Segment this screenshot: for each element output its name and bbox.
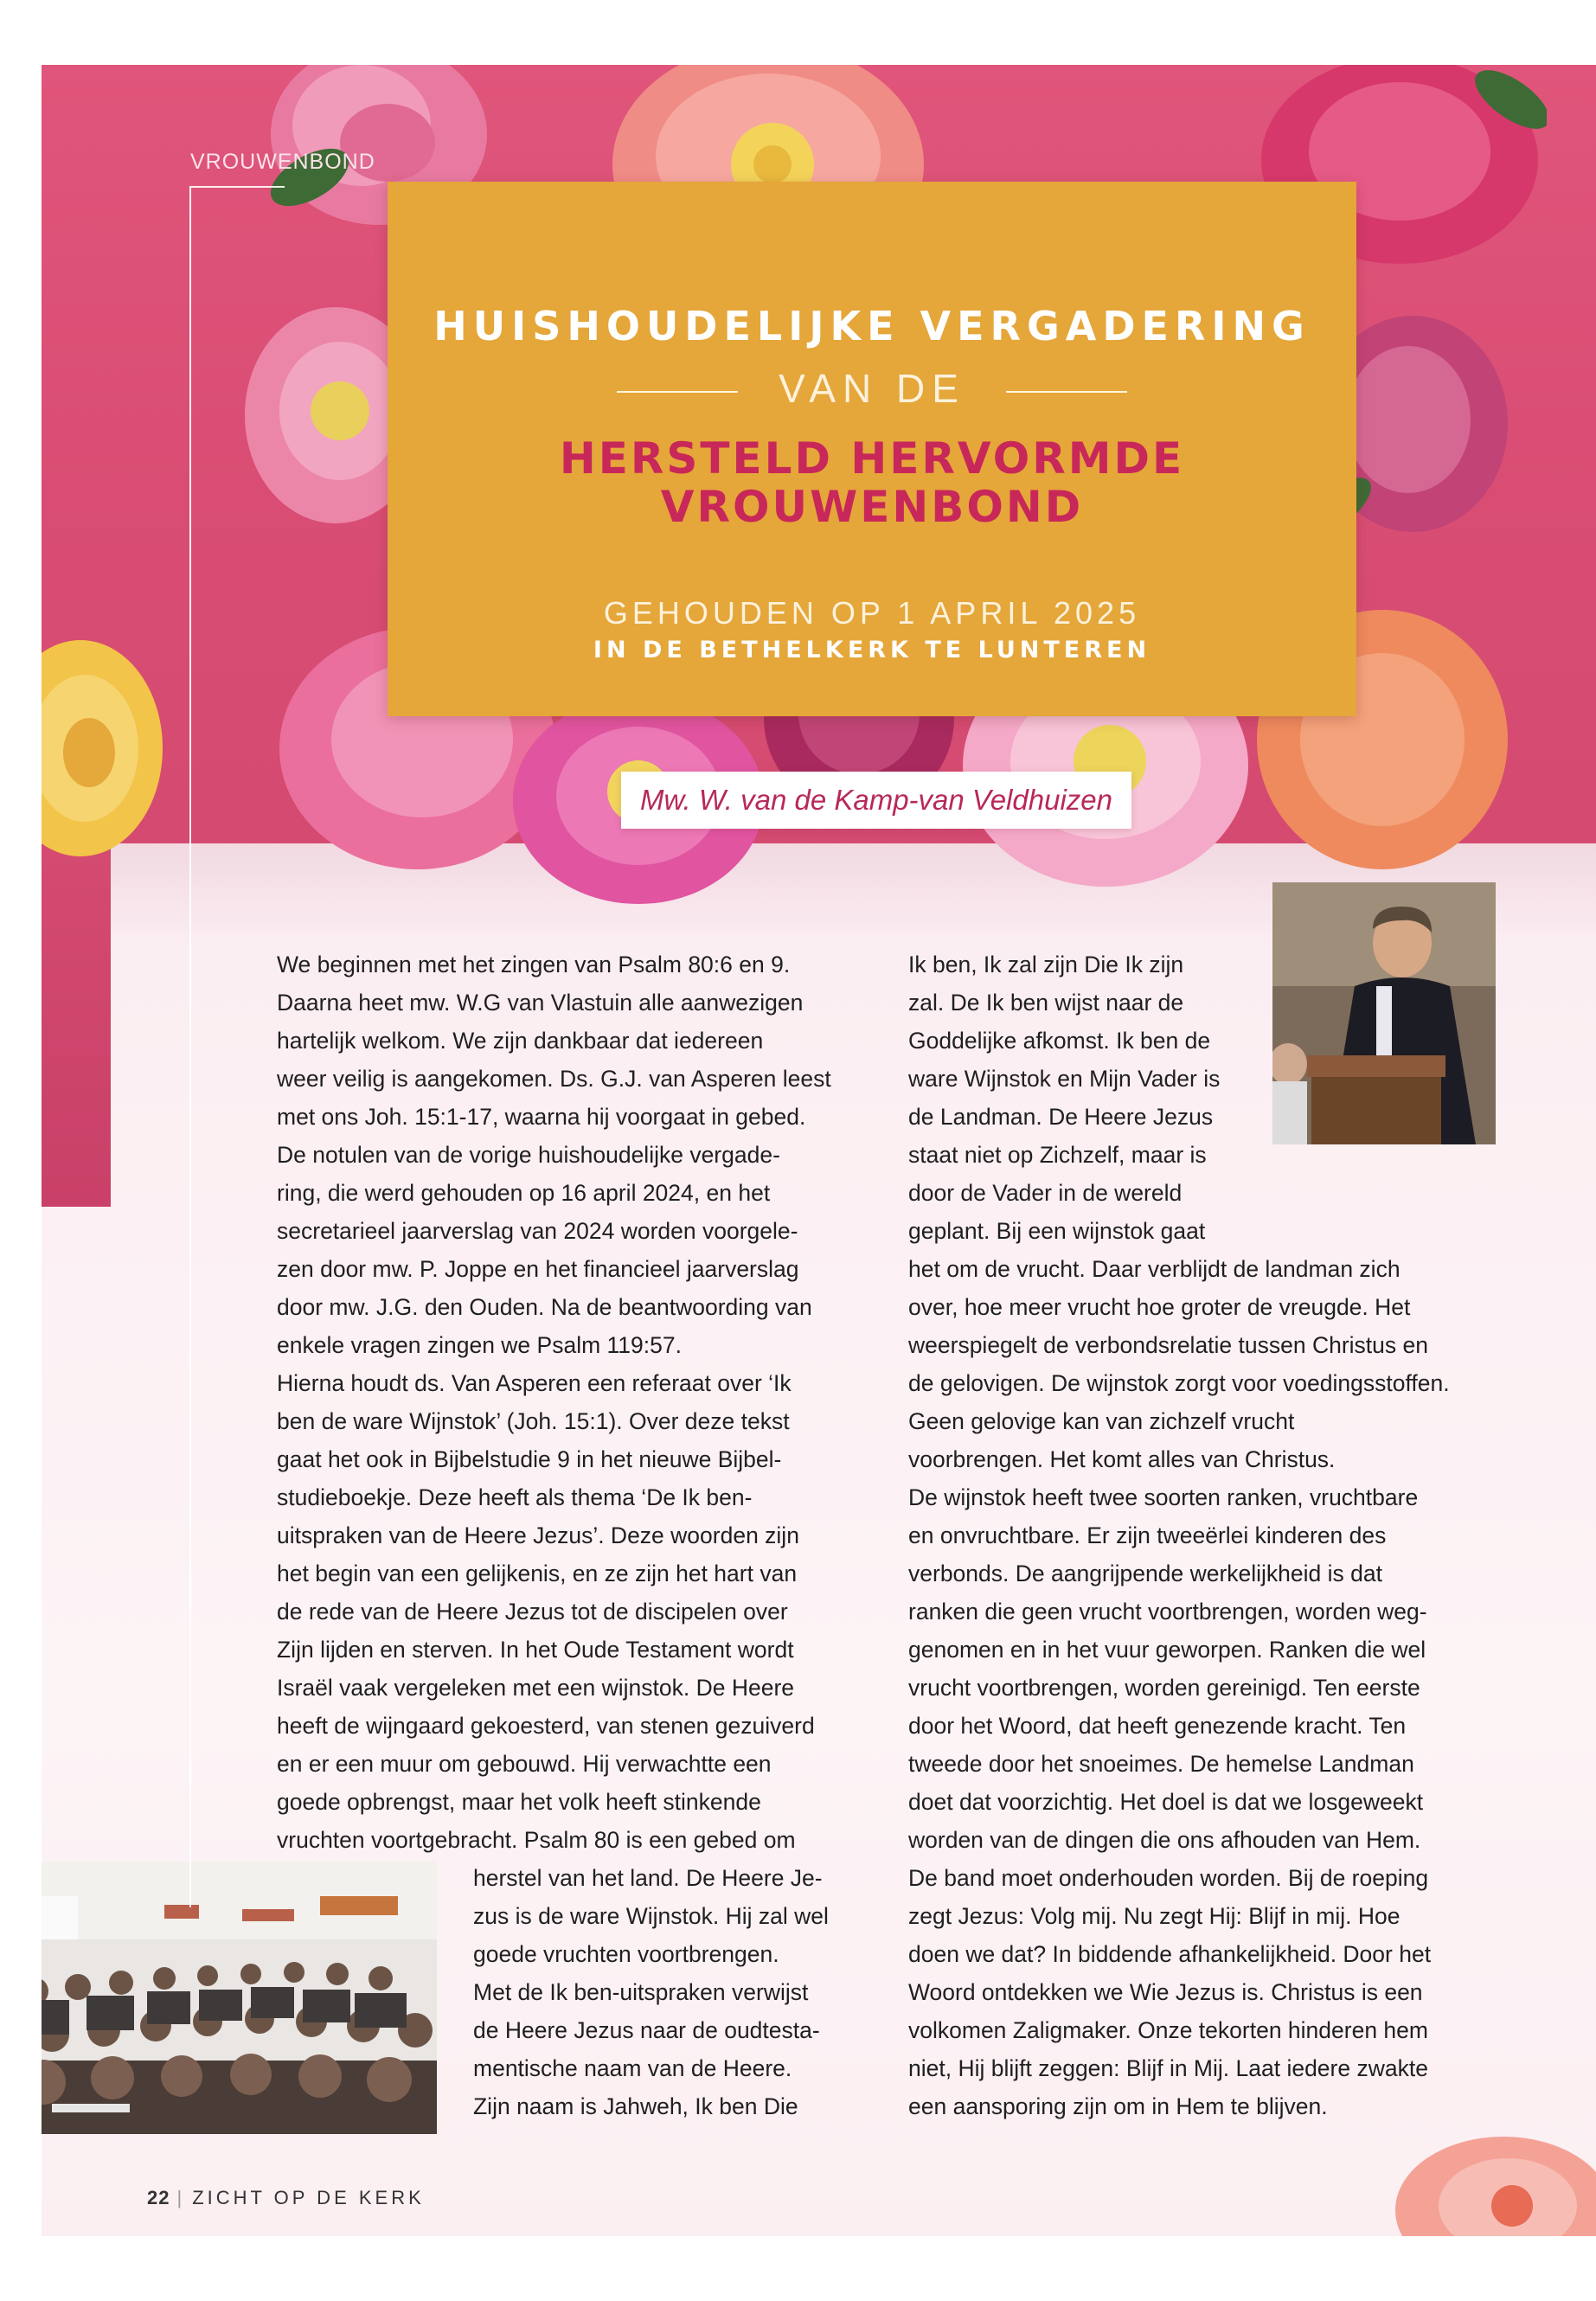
audience-photo xyxy=(42,1862,437,2134)
text-line: heeft de wijngaard gekoesterd, van stenen gezuiverd xyxy=(277,1713,815,1739)
text-line: mentische naam van de Heere. xyxy=(473,2055,792,2081)
title-line-2-row xyxy=(388,365,1356,417)
text-line: door het Woord, dat heeft genezende kracht. Ten xyxy=(908,1713,1407,1739)
text-line: zus is de ware Wijnstok. Hij zal wel xyxy=(473,1903,829,1929)
footer-separator: | xyxy=(176,2187,186,2208)
article-column-2 xyxy=(908,1250,1450,2125)
page-footer xyxy=(147,2187,425,2209)
horizontal-rule xyxy=(189,186,285,188)
text-line: met ons Joh. 15:1-17, waarna hij voorgaat in gebed. xyxy=(277,1104,806,1130)
text-line: genomen en in het vuur geworpen. Ranken die wel xyxy=(908,1637,1426,1663)
text-line: gaat het ook in Bijbelstudie 9 in het nieuwe Bijbel- xyxy=(277,1446,782,1472)
text-line: vrucht voortbrengen, worden gereinigd. Ten eerste xyxy=(908,1675,1420,1701)
title-organization xyxy=(388,434,1356,531)
text-line: en onvruchtbare. Er zijn tweeërlei kinderen des xyxy=(908,1522,1387,1548)
text-line: Zijn naam is Jahweh, Ik ben Die xyxy=(473,2093,798,2119)
title-line-2: VAN DE xyxy=(779,366,965,411)
text-line: Geen gelovige kan van zichzelf vrucht xyxy=(908,1408,1295,1434)
text-line: ben de ware Wijnstok’ (Joh. 15:1). Over deze tekst xyxy=(277,1408,790,1434)
text-line: weer veilig is aangekomen. Ds. G.J. van Asperen leest xyxy=(277,1066,831,1092)
text-line: weerspiegelt de verbondsrelatie tussen Christus en xyxy=(908,1332,1428,1358)
text-line: niet, Hij blijft zeggen: Blijf in Mij. Laat iedere zwakte xyxy=(908,2055,1428,2081)
text-line: de Heere Jezus naar de oudtesta- xyxy=(473,2017,820,2043)
text-line: Woord ontdekken we Wie Jezus is. Christus is een xyxy=(908,1979,1423,2005)
text-line: staat niet op Zichzelf, maar is xyxy=(908,1142,1207,1168)
text-line: vruchten voortgebracht. Psalm 80 is een gebed om xyxy=(277,1827,796,1853)
title-box xyxy=(388,182,1356,716)
text-line: De band moet onderhouden worden. Bij de roeping xyxy=(908,1865,1429,1891)
title-organization-line-1: HERSTELD HERVORMDE xyxy=(559,433,1185,484)
text-line: verbonds. De aangrijpende werkelijkheid is dat xyxy=(908,1561,1382,1586)
text-line: studieboekje. Deze heeft als thema ‘De Ik ben- xyxy=(277,1484,753,1510)
text-line: zal. De Ik ben wijst naar de xyxy=(908,990,1184,1016)
text-line: goede vruchten voortbrengen. xyxy=(473,1941,779,1967)
text-line: uitspraken van de Heere Jezus’. Deze woorden zijn xyxy=(277,1522,799,1548)
text-line: Daarna heet mw. W.G van Vlastuin alle aanwezigen xyxy=(277,990,804,1016)
text-line: over, hoe meer vrucht hoe groter de vreugde. Het xyxy=(908,1294,1411,1320)
text-line: en er een muur om gebouwd. Hij verwachtte een xyxy=(277,1751,772,1777)
title-date: GEHOUDEN OP 1 APRIL 2025 xyxy=(603,595,1141,631)
text-line: worden van de dingen die ons afhouden van Hem. xyxy=(908,1827,1421,1853)
text-line: ring, die werd gehouden op 16 april 2024, en het xyxy=(277,1180,771,1206)
text-line: doen we dat? In biddende afhankelijkheid. Door het xyxy=(908,1941,1432,1967)
text-line: het om de vrucht. Daar verblijdt de landman zich xyxy=(908,1256,1401,1282)
text-line: Hierna houdt ds. Van Asperen een referaat over ‘Ik xyxy=(277,1370,792,1396)
text-line: door de Vader in de wereld xyxy=(908,1180,1183,1206)
text-line: ware Wijnstok en Mijn Vader is xyxy=(908,1066,1221,1092)
text-line: door mw. J.G. den Ouden. Na de beantwoording van xyxy=(277,1294,812,1320)
title-organization-line-2: VROUWENBOND xyxy=(660,482,1084,532)
text-line: herstel van het land. De Heere Je- xyxy=(473,1865,823,1891)
text-line: enkele vragen zingen we Psalm 119:57. xyxy=(277,1332,682,1358)
author-byline: Mw. W. van de Kamp-van Veldhuizen xyxy=(621,772,1131,829)
text-line: Ik ben, Ik zal zijn Die Ik zijn xyxy=(908,952,1184,977)
text-line: Goddelijke afkomst. Ik ben de xyxy=(908,1028,1211,1054)
text-line: geplant. Bij een wijnstok gaat xyxy=(908,1218,1206,1244)
left-accent-strip xyxy=(42,843,111,1207)
title-divider-right xyxy=(1006,391,1127,393)
article-column-2-narrow xyxy=(908,945,1220,1250)
section-label: VROUWENBOND xyxy=(190,150,375,174)
text-line: doet dat voorzichtig. Het doel is dat we losgeweekt xyxy=(908,1789,1424,1815)
text-line: goede opbrengst, maar het volk heeft stinkende xyxy=(277,1789,761,1815)
text-line: secretarieel jaarverslag van 2024 worden voorgele- xyxy=(277,1218,798,1244)
bottom-right-coral-flower-illustration xyxy=(1382,2124,1596,2236)
text-line: ranken die geen vrucht voortbrengen, worden weg- xyxy=(908,1599,1427,1625)
magazine-name: ZICHT OP DE KERK xyxy=(192,2187,425,2208)
text-line: het begin van een gelijkenis, en ze zijn het hart van xyxy=(277,1561,798,1586)
text-line: een aansporing zijn om in Hem te blijven. xyxy=(908,2093,1328,2119)
text-line: De notulen van de vorige huishoudelijke vergade- xyxy=(277,1142,780,1168)
page-number: 22 xyxy=(147,2187,170,2208)
text-line: hartelijk welkom. We zijn dankbaar dat iedereen xyxy=(277,1028,764,1054)
article-column-1 xyxy=(277,945,831,1859)
text-line: Israël vaak vergeleken met een wijnstok. De Heere xyxy=(277,1675,795,1701)
text-line: De wijnstok heeft twee soorten ranken, vruchtbare xyxy=(908,1484,1419,1510)
vertical-rule xyxy=(189,186,191,1907)
text-line: zen door mw. P. Joppe en het financieel jaarverslag xyxy=(277,1256,799,1282)
text-line: volkomen Zaligmaker. Onze tekorten hinderen hem xyxy=(908,2017,1428,2043)
speaker-photo xyxy=(1272,882,1496,1144)
text-line: de gelovigen. De wijnstok zorgt voor voedingsstoffen. xyxy=(908,1370,1450,1396)
text-line: de Landman. De Heere Jezus xyxy=(908,1104,1214,1130)
text-line: Met de Ik ben-uitspraken verwijst xyxy=(473,1979,809,2005)
article-column-1-indented xyxy=(473,1859,829,2125)
text-line: We beginnen met het zingen van Psalm 80:6 en 9. xyxy=(277,952,791,977)
text-line: Zijn lijden en sterven. In het Oude Testament wordt xyxy=(277,1637,794,1663)
text-line: de rede van de Heere Jezus tot de discipelen over xyxy=(277,1599,788,1625)
text-line: tweede door het snoeimes. De hemelse Landman xyxy=(908,1751,1414,1777)
text-line: zegt Jezus: Volg mij. Nu zegt Hij: Blijf in mij. Hoe xyxy=(908,1903,1401,1929)
yellow-rose-illustration xyxy=(42,636,163,861)
title-line-1: HUISHOUDELIJKE VERGADERING xyxy=(433,303,1311,349)
title-location: IN DE BETHELKERK TE LUNTEREN xyxy=(593,637,1151,663)
text-line: voorbrengen. Het komt alles van Christus. xyxy=(908,1446,1336,1472)
